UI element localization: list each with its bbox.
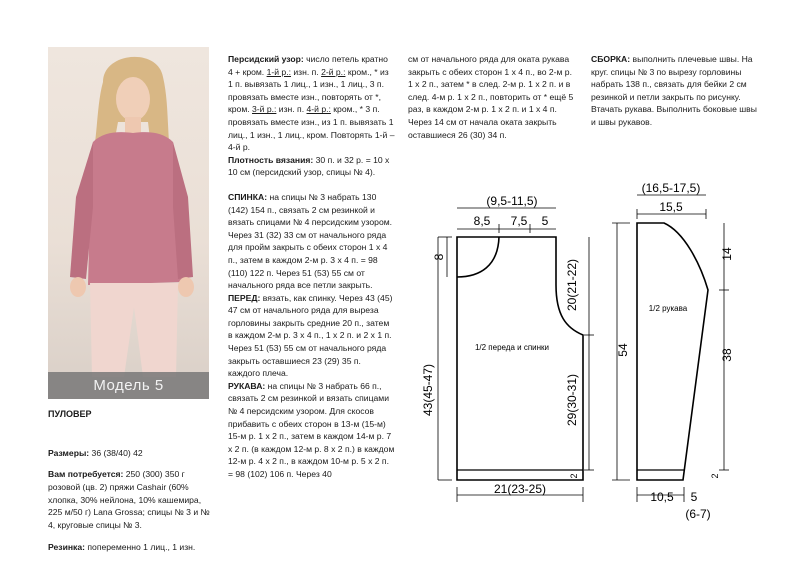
persian-text-c: кром., * из 1 п. вывязать 1 лиц., 1 изн., 1 лиц., 3 п. провязать вместе изн., повторять от *, кром. — [228, 66, 389, 115]
persian-text-b: изн. п. — [293, 66, 319, 77]
front-value: вязать, как спинку. Через 43 (45) 47 см от начального ряда для выреза горловины закрыть средние 20 п., затем в каждом 2-м р. 3 х 4 п., 1 х 2 п. и 2 х 1 п. Через 51 (53) 55 см от начального ряда закрыть оставшиеся 23 (29) 35 п. каждого плеча. — [228, 292, 393, 379]
persian-label: Персидский узор: — [228, 54, 304, 64]
need-label: Вам потребуется: — [48, 468, 124, 479]
body-bottom-width: 21(23-25) — [493, 482, 547, 496]
sleeve-top: 15,5 — [659, 200, 683, 214]
sleeve-cap-text: см от начального ряда для оката рукава закрыть с обеих сторон 1 х 4 п., во 2-м р. 1 х 2 п., затем * в след. 2-м р. 1 х 2 п. и в след. 4-м р. 1 х 2 п., повторить от * ещё 5 раз, в каждом 2-м р. 1 х 2 п. и 1 х 4 п. Через 14 см от начала оката закрыть оставшиеся 26 (30) 34 п. — [408, 54, 574, 140]
persian-text-a: число петель кратно 4 + кром. — [228, 54, 388, 77]
shoulder-width: 7,5 — [510, 214, 528, 228]
back-label: СПИНКА: — [228, 191, 268, 202]
rib-value: попеременно 1 лиц., 1 изн. — [87, 541, 196, 552]
sleeve-bottom-extra: 5 — [690, 490, 698, 504]
armhole-step: 5 — [541, 214, 549, 228]
row-3-label: 3-й р.: — [252, 104, 277, 115]
row-4-label: 4-й р.: — [306, 104, 331, 115]
row-1-label: 1-й р.: — [266, 66, 291, 77]
neck-width: 8,5 — [473, 214, 491, 228]
persian-text-d: изн. п. — [278, 104, 305, 115]
back-value: на спицы № 3 набрать 130 (142) 154 п., связать 2 см резинкой и вязать спицами № 4 персидским узором. Через 31 (32) 33 см от начального ряда для пройм закрыть с обеих сторон 1 х 4 п., затем в каждом 2-м р. 3 х 4 п. = 98 (110) 122 п. Через 51 (53) 55 см от начального ряда все петли закрыть. — [228, 191, 393, 291]
sizes-value: 36 (38/40) 42 — [91, 447, 143, 458]
density-value: 30 п. и 32 р. = 10 х 10 см (персидский узор, спицы № 4). — [228, 154, 390, 178]
sleeve-outline — [637, 223, 708, 480]
armhole-height: 20(21-22) — [565, 258, 579, 312]
sleeve-top-width: (16,5-17,5) — [641, 181, 701, 195]
persian-text-e: кром., * 3 п. провязать вместе изн., из 1 п. вывязать 1 лиц., 1 изн., 1 лиц., кром. Повторять 1-й – 4-й р. — [228, 104, 395, 153]
body-top-width: (9,5-11,5) — [486, 194, 538, 208]
model-caption: Модель 5 — [48, 372, 209, 399]
sleeve-cap-height: 14 — [720, 247, 734, 261]
side-height: 29(30-31) — [565, 373, 579, 427]
sleeve-lower-height: 38 — [720, 348, 734, 362]
rib-label: Резинка: — [48, 541, 85, 552]
body-total-height: 43(45-47) — [421, 363, 435, 417]
sleeve-total-height: 54 — [616, 343, 630, 357]
garment-title: ПУЛОВЕР — [48, 409, 92, 419]
body-dimension-lines — [438, 208, 594, 502]
sleeve-rib-height: 2 — [710, 473, 720, 479]
density-label: Плотность вязания: — [228, 154, 314, 165]
sleeve-bottom-width: 10,5 — [650, 490, 674, 504]
sleeve-label: РУКАВА: — [228, 380, 266, 391]
front-label: ПЕРЕД: — [228, 292, 261, 303]
assembly-value: выполнить плечевые швы. На круг. спицы № 3 по вырезу горловины набрать 138 п., связать для бейки 2 см резинкой и петли закрыть по рисунку. Втачать рукава. Выполнить боковые швы и швы рукавов. — [591, 54, 757, 127]
sleeve-value: на спицы № 3 набрать 66 п., связать 2 см резинкой и вязать спицами № 4 персидским узором. Для скосов прибавить с обеих сторон в 13-м (15-м) 15-м р. 1 х 2 п., затем в каждом 14-м р. 7 х 2 п. (в каждом 12-м р. 8 х 2 п.) в каждом 12-м р. 4 х 2 п., в каждом 10-м р. 5 х 2 п. = 98 (102) 106 п. Через 40 — [228, 380, 395, 479]
sleeve-piece-label: 1/2 рукава — [648, 304, 688, 313]
need-value: 250 (300) 350 г розовой (цв. 2) пряжи Cashair (60% хлопка, 30% нейлона, 10% кашемира, 225 м/50 г) Lana Grossa; спицы № 3 и № 4, круговые спицы № 3. — [48, 468, 210, 531]
assembly-label: СБОРКА: — [591, 54, 631, 64]
neck-depth: 8 — [432, 253, 446, 261]
sizes-label: Размеры: — [48, 447, 90, 458]
body-rib-height: 2 — [569, 473, 579, 479]
body-piece-label: 1/2 переда и спинки — [474, 343, 550, 352]
sleeve-bottom-range: (6-7) — [685, 507, 711, 521]
row-2-label: 2-й р.: — [321, 66, 346, 77]
